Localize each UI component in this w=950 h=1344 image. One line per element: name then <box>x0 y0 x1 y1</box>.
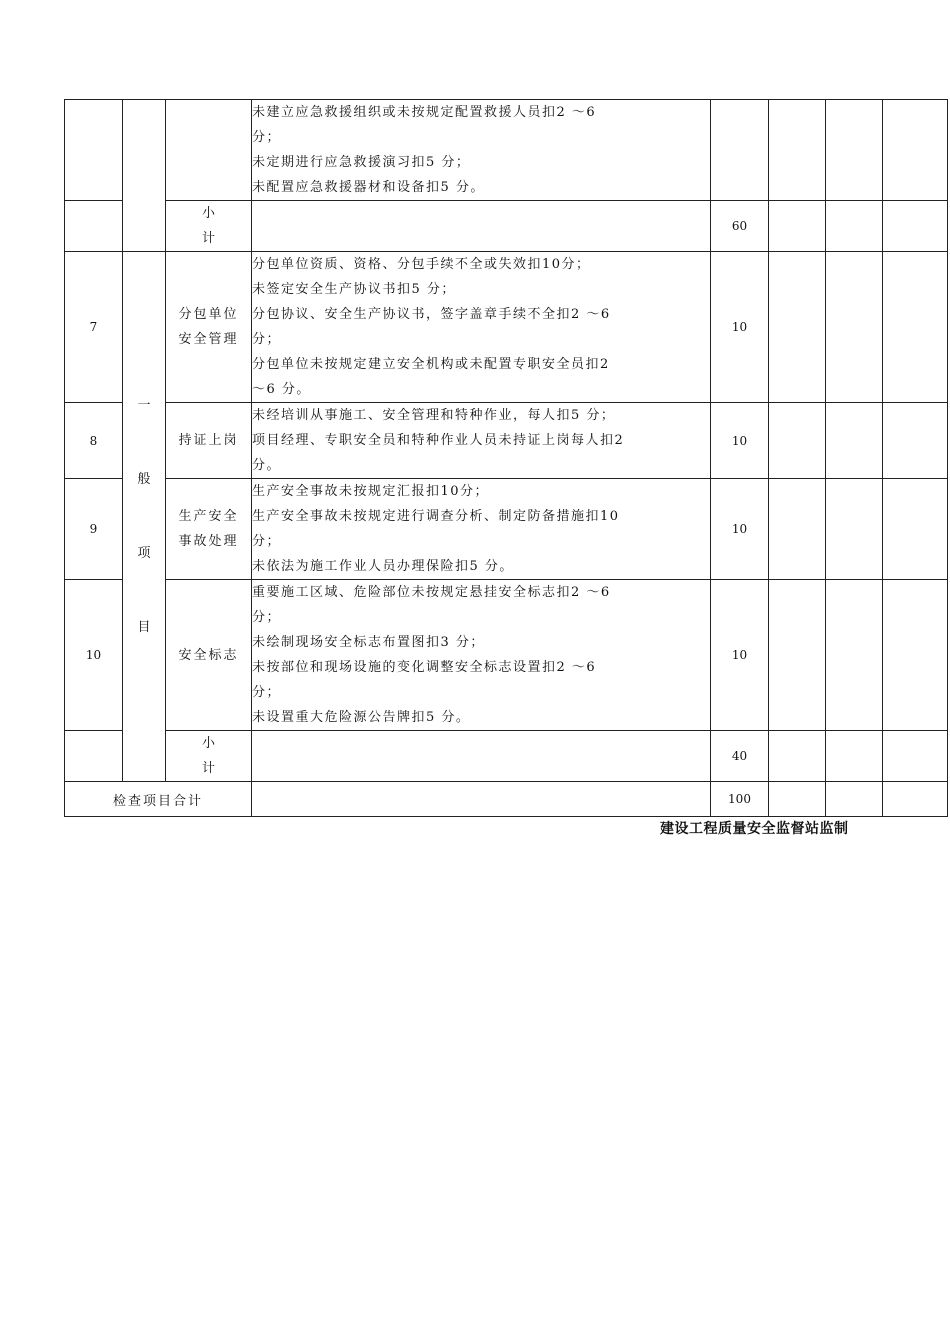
desc-line: 重要施工区域、危险部位未按规定悬挂安全标志扣2 ～6 <box>252 585 611 600</box>
desc-line: 分； <box>252 332 282 347</box>
desc-line: 未依法为施工作业人员办理保险扣5 分。 <box>252 559 514 574</box>
desc-line: 未定期进行应急救援演习扣5 分； <box>252 155 471 170</box>
cell-blank <box>883 731 948 782</box>
desc-line: 未绘制现场安全标志布置图扣3 分； <box>252 635 485 650</box>
desc-line: 分； <box>252 130 282 145</box>
subtotal-label: 小 计 <box>166 731 252 782</box>
cell-blank <box>826 731 883 782</box>
cell-category-prev <box>123 100 166 252</box>
total-label: 检查项目合计 <box>65 782 252 817</box>
subtotal-label: 小 计 <box>166 201 252 252</box>
cell-blank <box>769 731 826 782</box>
item-desc <box>252 252 711 403</box>
item-name: 安全标志 <box>166 580 252 731</box>
desc-line: 未配置应急救援器材和设备扣5 分。 <box>252 180 485 195</box>
cell-blank <box>769 201 826 252</box>
item-score: 10 <box>711 252 769 403</box>
cell-blank <box>883 580 948 731</box>
cell-blank <box>769 252 826 403</box>
desc-line: ～6 分。 <box>252 382 311 397</box>
cell-desc <box>252 782 711 817</box>
table-row-continuation <box>65 100 948 201</box>
desc-line: 分包单位资质、资格、分包手续不全或失效扣10分； <box>252 257 591 272</box>
item-name: 持证上岗 <box>166 403 252 479</box>
item-name: 生产安全 事故处理 <box>166 479 252 580</box>
cell-no <box>65 201 123 252</box>
cell-blank <box>826 479 883 580</box>
cell-blank <box>883 479 948 580</box>
item-score: 10 <box>711 580 769 731</box>
category-char: 项 <box>137 545 151 561</box>
cell-blank <box>826 252 883 403</box>
cell-blank <box>883 100 948 201</box>
subtotal-score: 60 <box>711 201 769 252</box>
table-row <box>65 252 948 403</box>
cell-desc <box>252 100 711 201</box>
desc-line: 未建立应急救援组织或未按规定配置救援人员扣2 ～6 <box>252 105 597 120</box>
desc-line: 项目经理、专职安全员和特种作业人员未持证上岗每人扣2 <box>252 433 625 448</box>
table-row-subtotal-2 <box>65 731 948 782</box>
subtotal-score: 40 <box>711 731 769 782</box>
desc-line: 分； <box>252 534 282 549</box>
item-score: 10 <box>711 403 769 479</box>
cell-name <box>166 100 252 201</box>
cell-blank <box>769 580 826 731</box>
row-number: 7 <box>65 252 123 403</box>
cell-blank <box>769 782 826 817</box>
item-desc <box>252 479 711 580</box>
cell-blank <box>826 100 883 201</box>
cell-blank <box>883 252 948 403</box>
table-row-subtotal-1 <box>65 201 948 252</box>
table-row <box>65 479 948 580</box>
cell-no <box>65 100 123 201</box>
total-score: 100 <box>711 782 769 817</box>
table-row <box>65 580 948 731</box>
cell-blank <box>826 201 883 252</box>
category-char: 般 <box>137 471 151 487</box>
cell-blank <box>826 782 883 817</box>
desc-line: 分。 <box>252 458 282 473</box>
cell-blank <box>883 403 948 479</box>
item-name: 分包单位 安全管理 <box>166 252 252 403</box>
issuer-footer: 建设工程质量安全监督站监制 <box>660 821 849 837</box>
cell-score <box>711 100 769 201</box>
category-label <box>123 252 166 782</box>
desc-line: 未经培训从事施工、安全管理和特种作业，每人扣5 分； <box>252 408 616 423</box>
table-row <box>65 403 948 479</box>
desc-line: 分包单位未按规定建立安全机构或未配置专职安全员扣2 <box>252 357 610 372</box>
inspection-table <box>64 99 948 817</box>
desc-line: 分； <box>252 610 282 625</box>
row-number: 9 <box>65 479 123 580</box>
desc-line: 生产安全事故未按规定进行调查分析、制定防备措施扣10 <box>252 509 620 524</box>
desc-line: 分； <box>252 685 282 700</box>
item-score: 10 <box>711 479 769 580</box>
row-number: 10 <box>65 580 123 731</box>
cell-blank <box>883 782 948 817</box>
cell-blank <box>769 100 826 201</box>
cell-blank <box>826 403 883 479</box>
cell-desc <box>252 201 711 252</box>
desc-line: 未设置重大危险源公告牌扣5 分。 <box>252 710 471 725</box>
item-desc <box>252 403 711 479</box>
cell-blank <box>769 403 826 479</box>
cell-blank <box>826 580 883 731</box>
desc-line: 未按部位和现场设施的变化调整安全标志设置扣2 ～6 <box>252 660 597 675</box>
category-char: 一 <box>137 397 151 413</box>
category-char: 目 <box>137 619 151 635</box>
desc-line: 生产安全事故未按规定汇报扣10分； <box>252 484 490 499</box>
desc-line: 分包协议、安全生产协议书，签字盖章手续不全扣2 ～6 <box>252 307 611 322</box>
item-desc <box>252 580 711 731</box>
cell-blank <box>883 201 948 252</box>
cell-blank <box>769 479 826 580</box>
row-number: 8 <box>65 403 123 479</box>
table-row-total <box>65 782 948 817</box>
cell-no <box>65 731 123 782</box>
desc-line: 未签定安全生产协议书扣5 分； <box>252 282 456 297</box>
cell-desc <box>252 731 711 782</box>
